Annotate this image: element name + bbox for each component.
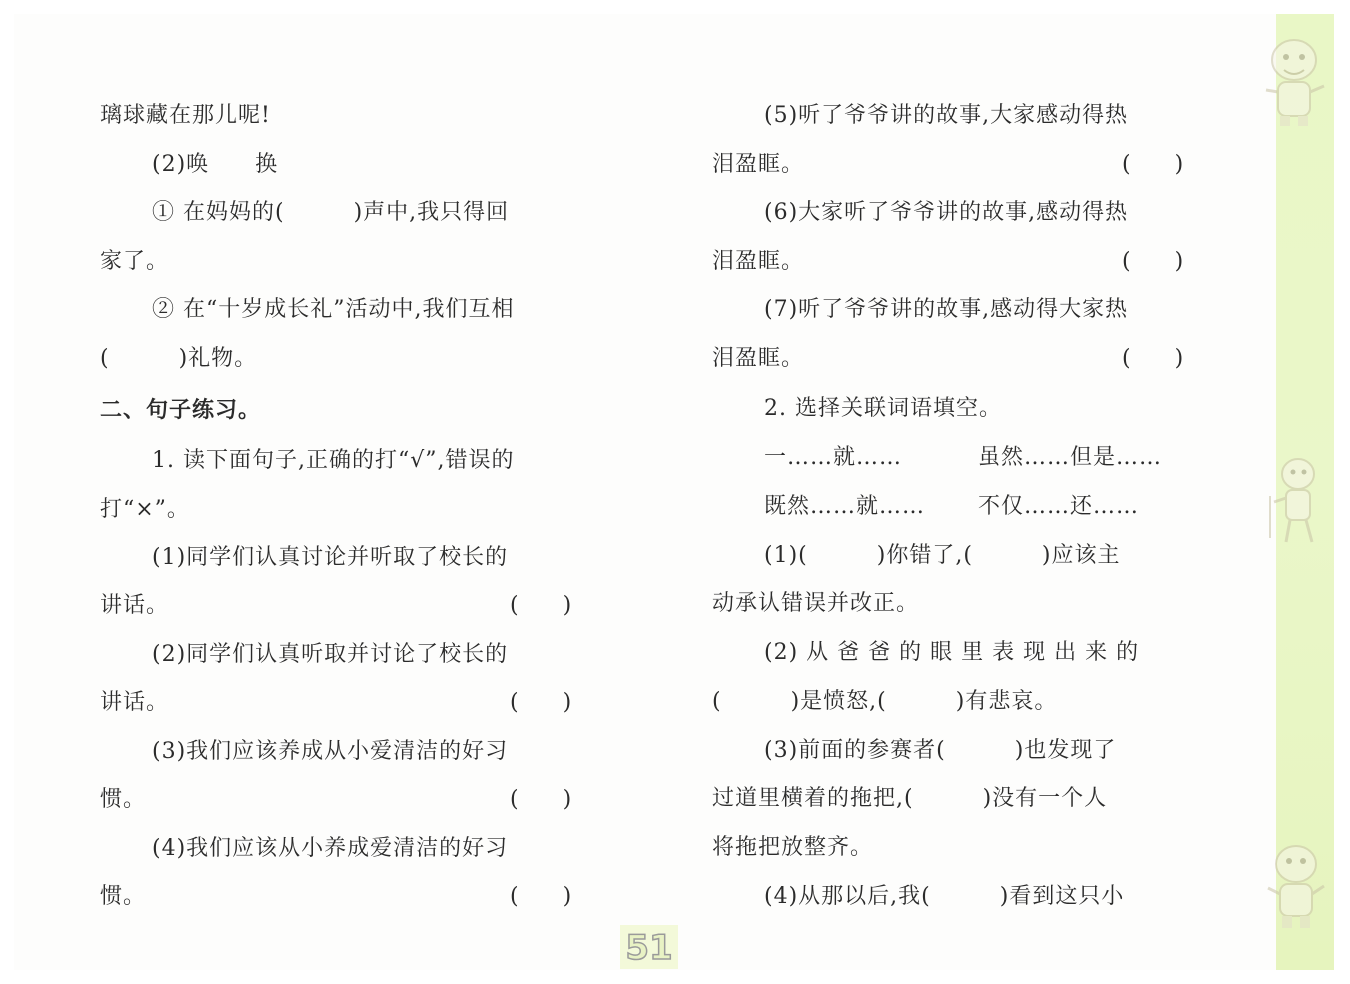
right-line-13: ( )是愤怒,( )有悲哀。 — [712, 689, 1058, 714]
left-line-1: 璃球藏在那儿呢! — [100, 103, 271, 128]
conjunction-option-2: 虽然……但是…… — [978, 445, 1163, 470]
left-line-3: ① 在妈妈的( )声中,我只得回 — [152, 200, 510, 225]
right-line-4: 泪盈眶。 — [712, 249, 805, 274]
right-line-5: (7)听了爷爷讲的故事,感动得大家热 — [764, 297, 1129, 322]
left-line-16: (4)我们应该从小养成爱清洁的好习 — [152, 836, 509, 861]
answer-blank-5[interactable]: ( ) — [1122, 152, 1184, 177]
right-line-16: 将拖把放整齐。 — [712, 835, 874, 860]
page-number: 51 — [620, 925, 678, 969]
answer-blank-7[interactable]: ( ) — [1122, 346, 1184, 371]
left-line-5: ② 在“十岁成长礼”活动中,我们互相 — [152, 297, 515, 322]
right-line-14: (3)前面的参赛者( )也发现了 — [764, 738, 1117, 763]
left-line-12: (2)同学们认真听取并讨论了校长的 — [152, 642, 509, 667]
left-line-8: 1. 读下面句子,正确的打“√”,错误的 — [152, 448, 515, 473]
right-line-10: (1)( )你错了,( )应该主 — [764, 543, 1121, 568]
cartoon-mascot-bottom-icon — [1256, 836, 1336, 936]
answer-blank-2[interactable]: ( ) — [510, 690, 572, 715]
right-line-15: 过道里横着的拖把,( )没有一个人 — [712, 786, 1108, 811]
left-line-4: 家了。 — [100, 249, 170, 274]
left-line-15: 惯。 — [100, 787, 147, 812]
right-line-6: 泪盈眶。 — [712, 346, 805, 371]
left-line-9: 打“×”。 — [100, 497, 190, 522]
section-heading-sentence-practice: 二、句子练习。 — [100, 398, 262, 423]
left-line-11: 讲话。 — [100, 593, 170, 618]
conjunction-option-4: 不仅……还…… — [978, 494, 1140, 519]
right-line-7: 2. 选择关联词语填空。 — [764, 396, 1002, 421]
cartoon-mascot-middle-icon — [1262, 452, 1332, 552]
answer-blank-1[interactable]: ( ) — [510, 593, 572, 618]
cartoon-mascot-top-icon — [1252, 30, 1336, 130]
right-line-11: 动承认错误并改正。 — [712, 591, 920, 616]
left-line-14: (3)我们应该养成从小爱清洁的好习 — [152, 739, 509, 764]
left-line-6: ( )礼物。 — [100, 346, 258, 371]
answer-blank-6[interactable]: ( ) — [1122, 249, 1184, 274]
conjunction-option-3: 既然……就…… — [764, 494, 926, 519]
conjunction-option-1: 一……就…… — [764, 445, 903, 470]
left-line-17: 惯。 — [100, 884, 147, 909]
answer-blank-3[interactable]: ( ) — [510, 787, 572, 812]
right-line-17: (4)从那以后,我( )看到这只小 — [764, 884, 1125, 909]
left-line-2: (2)唤 换 — [152, 152, 279, 177]
answer-blank-4[interactable]: ( ) — [510, 884, 572, 909]
right-line-3: (6)大家听了爷爷讲的故事,感动得热 — [764, 200, 1129, 225]
left-line-13: 讲话。 — [100, 690, 170, 715]
right-line-12: (2) 从 爸 爸 的 眼 里 表 现 出 来 的 — [764, 640, 1140, 665]
right-line-2: 泪盈眶。 — [712, 152, 805, 177]
left-line-10: (1)同学们认真讨论并听取了校长的 — [152, 545, 509, 570]
right-line-1: (5)听了爷爷讲的故事,大家感动得热 — [764, 103, 1129, 128]
